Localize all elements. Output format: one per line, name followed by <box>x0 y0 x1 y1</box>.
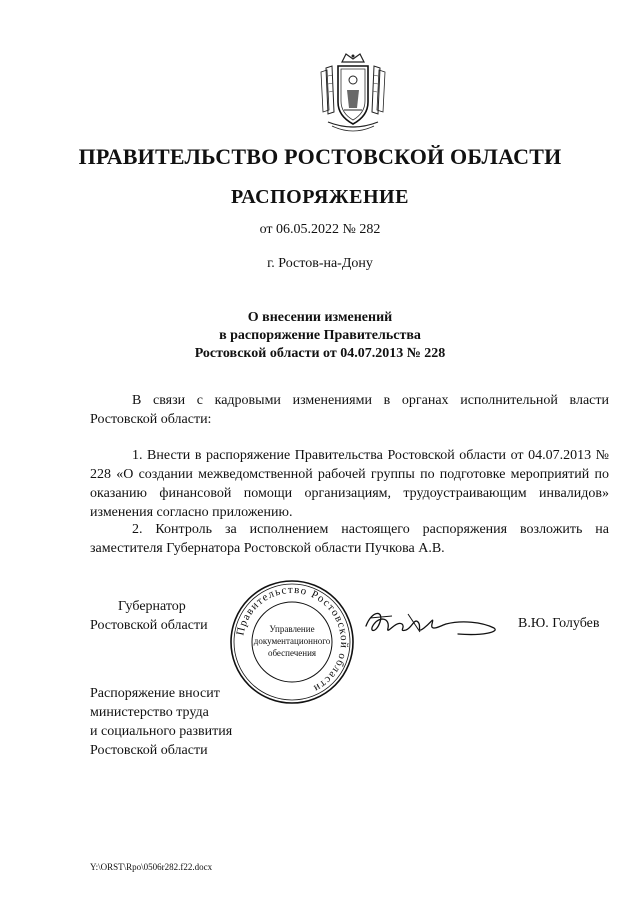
position-line: Ростовской области <box>90 618 208 633</box>
stamp-outer-text: Правительство Ростовской области <box>234 583 351 695</box>
handwritten-signature <box>362 606 502 640</box>
stamp-inner-line: документационного <box>253 636 331 646</box>
intro-paragraph: В связи с кадровыми изменениями в органах исполнительной власти Ростовской области: <box>90 393 609 427</box>
submitter-line: Распоряжение вносит <box>90 686 220 701</box>
file-path: Y:\ORST\Rpo\0506r282.f22.docx <box>90 862 213 872</box>
submitter-block <box>90 684 232 760</box>
subject-line: в распоряжение Правительства <box>219 328 421 343</box>
coat-of-arms-icon <box>318 52 388 134</box>
submitter-line: министерство труда <box>90 705 209 720</box>
document-city: г. Ростов-на-Дону <box>267 256 373 271</box>
signatory-position <box>90 597 208 635</box>
document-type: РАСПОРЯЖЕНИЕ <box>231 186 409 208</box>
document-subject <box>0 309 640 363</box>
signatory-name: В.Ю. Голубев <box>518 616 600 631</box>
government-title: ПРАВИТЕЛЬСТВО РОСТОВСКОЙ ОБЛАСТИ <box>78 144 562 169</box>
position-line: Губернатор <box>118 599 186 614</box>
stamp-inner-line: Управление <box>269 624 315 634</box>
document-date-number: от 06.05.2022 № 282 <box>259 222 381 237</box>
clause-2: 2. Контроль за исполнением настоящего распоряжения возложить на заместителя Губернатора Ростовской области Пучкова А.В. <box>90 522 609 556</box>
subject-line: О внесении изменений <box>247 310 393 325</box>
submitter-line: Ростовской области <box>90 743 208 758</box>
clause-1: 1. Внести в распоряжение Правительства Ростовской области от 04.07.2013 № 228 «О создании межведомственной рабочей группы по подготовке мероприятий по оказанию финансовой помощи организациям, трудоустраивающим инвалидов» изменения согласно приложению. <box>90 448 609 520</box>
stamp-inner-line: обеспечения <box>267 648 317 658</box>
official-stamp <box>228 578 356 706</box>
submitter-line: и социального развития <box>90 724 233 739</box>
subject-line: Ростовской области от 04.07.2013 № 228 <box>194 346 446 361</box>
